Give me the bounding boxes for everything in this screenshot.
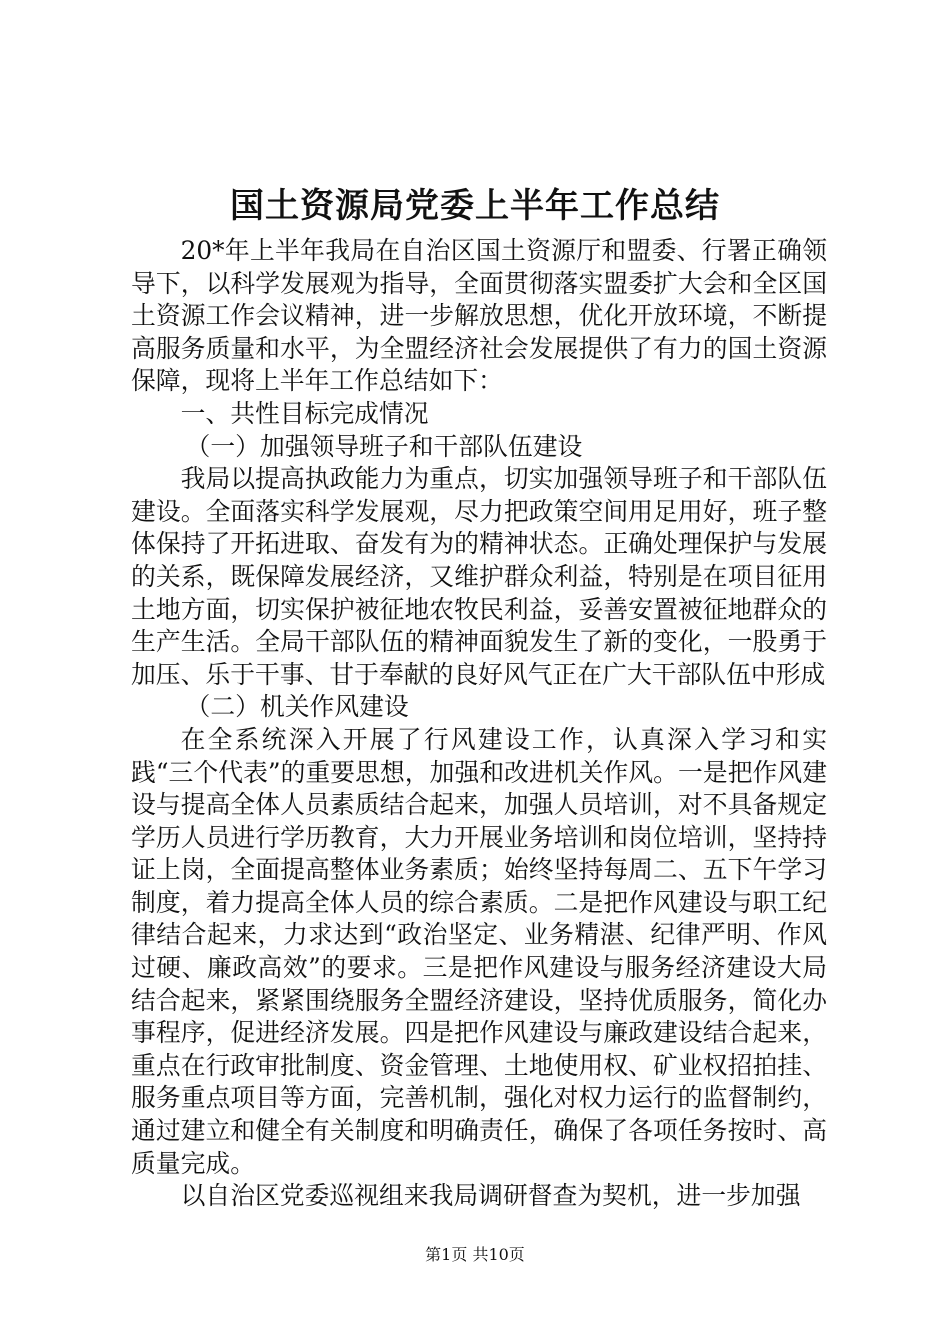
body-paragraph: 我局以提高执政能力为重点，切实加强领导班子和干部队伍建设。全面落实科学发展观，尽力把政策空间用足用好，班子整体保持了开拓进取、奋发有为的精神状态。正确处理保护与发展的关系，既保障发展经济，又维护群众利益，特别是在项目征用土地方面，切实保护被征地农牧民利益，妥善安置被征地群众的生产生活。全局干部队伍的精神面貌发生了新的变化，一股勇于加压、乐于干事、甘于奉献的良好风气正在广大干部队伍中形成 xyxy=(131,464,827,689)
page-number: 第1页 共10页 xyxy=(425,1245,525,1264)
body-paragraph: 在全系统深入开展了行风建设工作，认真深入学习和实践“三个代表”的重要思想，加强和改进机关作风。一是把作风建设与提高全体人员素质结合起来，加强人员培训，对不具备规定学历人员进行学历教育，大力开展业务培训和岗位培训，坚持持证上岗，全面提高整体业务素质；始终坚持每周二、五下午学习制度，着力提高全体人员的综合素质。二是把作风建设与职工纪律结合起来，力求达到“政治坚定、业务精湛、纪律严明、作风过硬、廉政高效”的要求。三是把作风建设与服务经济建设大局结合起来，紧紧围绕服务全盟经济建设，坚持优质服务，简化办事程序，促进经济发展。四是把作风建设与廉政建设结合起来，重点在行政审批制度、资金管理、土地使用权、矿业权招拍挂、服务重点项目等方面，完善机制，强化对权力运行的监督制约，通过建立和健全有关制度和明确责任，确保了各项任务按时、高质量完成。 xyxy=(131,724,827,1178)
subsection-heading: （一）加强领导班子和干部队伍建设 xyxy=(185,431,583,461)
subsection-heading: （二）机关作风建设 xyxy=(185,692,409,722)
intro-paragraph: 20*年上半年我局在自治区国土资源厅和盟委、行署正确领导下，以科学发展观为指导，全面贯彻落实盟委扩大会和全区国土资源工作会议精神，进一步解放思想，优化开放环境，不断提高服务质量和水平，为全盟经济社会发展提供了有力的国土资源保障，现将上半年工作总结如下： xyxy=(131,236,827,396)
section-heading: 一、共性目标完成情况 xyxy=(180,398,429,428)
document-title: 国土资源局党委上半年工作总结 xyxy=(230,186,720,226)
document-body xyxy=(131,235,827,1213)
body-paragraph: 以自治区党委巡视组来我局调研督查为契机，进一步加强 xyxy=(180,1181,801,1211)
